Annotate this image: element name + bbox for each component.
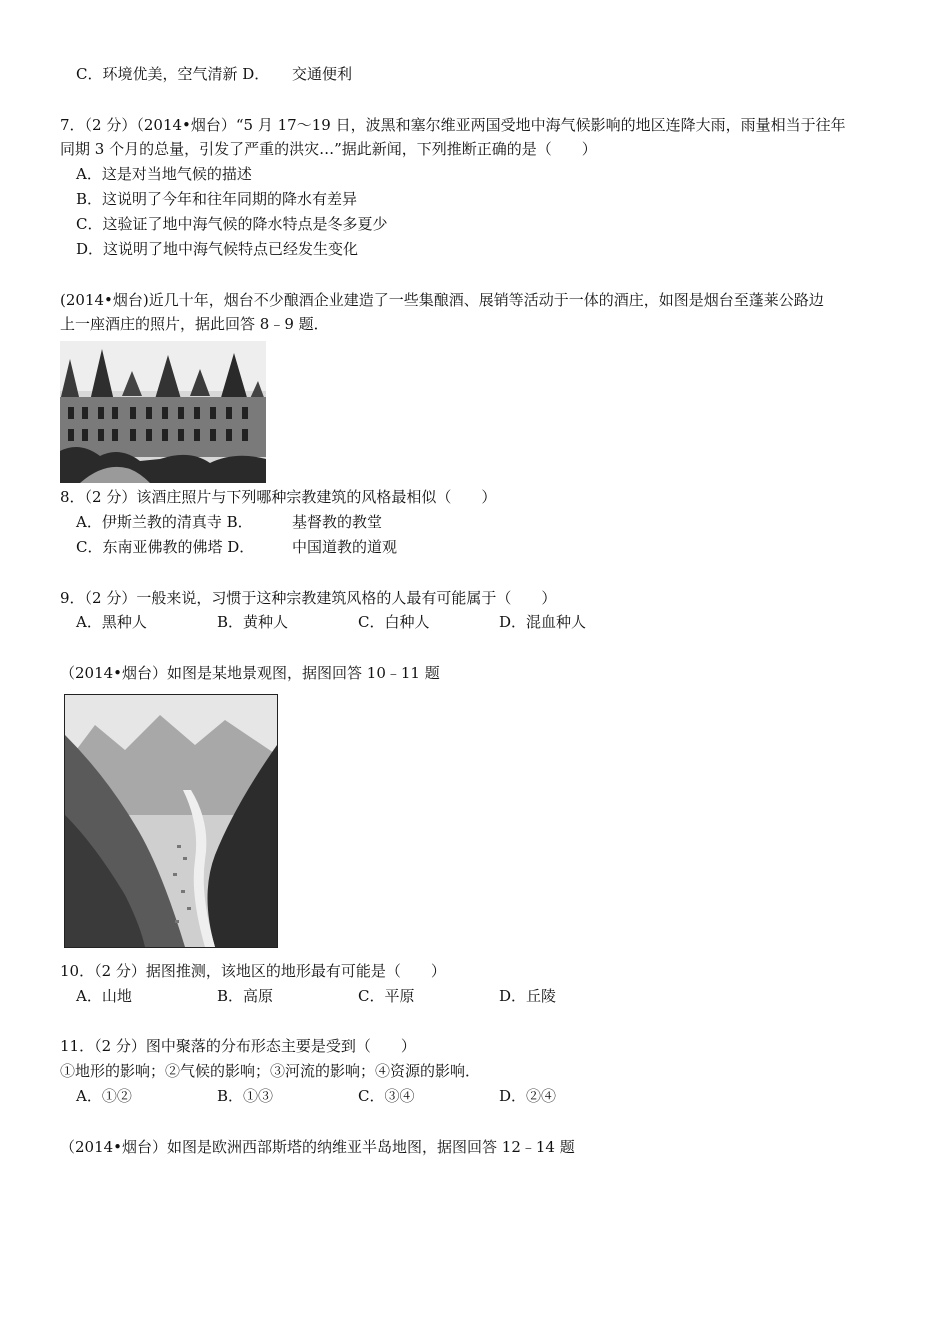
q11-option-d: D．②④ [499, 1087, 557, 1105]
intro-10-11: （2014•烟台）如图是某地景观图，据图回答 10﹣11 题 [60, 664, 440, 682]
q7-stem-line1: 7．（2 分）（2014•烟台）“5 月 17～19 日，波黑和塞尔维亚两国受地中海气候影响的地区连降大雨，雨量相当于往年 [60, 116, 846, 134]
q7-option-a: A．这是对当地气候的描述 [76, 165, 252, 183]
q7-option-c: C．这验证了地中海气候的降水特点是冬多夏少 [76, 215, 388, 233]
q7-stem-line2: 同期 3 个月的总量，引发了严重的洪灾…”据此新闻，下列推断正确的是（ ） [60, 140, 597, 158]
q6-option-c: C．环境优美，空气清新 D． [76, 65, 270, 83]
q9-option-c: C．白种人 [358, 613, 430, 631]
q8-stem: 8．（2 分）该酒庄照片与下列哪种宗教建筑的风格最相似（ ） [60, 488, 497, 506]
q10-option-b: B．高原 [217, 987, 274, 1005]
q10-stem: 10．（2 分）据图推测，该地区的地形最有可能是（ ） [60, 962, 446, 980]
chateau-photo [60, 341, 266, 483]
q11-statements: ①地形的影响；②气候的影响；③河流的影响；④资源的影响． [60, 1062, 481, 1080]
q11-option-c: C．③④ [358, 1087, 415, 1105]
q8-option-a: A．伊斯兰教的清真寺 B． [76, 513, 253, 531]
q11-option-a: A．①② [76, 1087, 132, 1105]
q11-stem: 11．（2 分）图中聚落的分布形态主要是受到（ ） [60, 1037, 416, 1055]
q10-option-a: A．山地 [76, 987, 132, 1005]
q9-stem: 9．（2 分）一般来说，习惯于这种宗教建筑风格的人最有可能属于（ ） [60, 589, 557, 607]
valley-landscape-photo [64, 694, 278, 948]
intro-12-14: （2014•烟台）如图是欧洲西部斯塔的纳维亚半岛地图，据图回答 12﹣14 题 [60, 1138, 575, 1156]
q9-option-a: A．黑种人 [76, 613, 147, 631]
q9-option-b: B．黄种人 [217, 613, 289, 631]
q8-option-c: C．东南亚佛教的佛塔 D． [76, 538, 255, 556]
q7-option-d: D．这说明了地中海气候特点已经发生变化 [76, 240, 359, 258]
intro-8-9-line2: 上一座酒庄的照片，据此回答 8﹣9 题． [60, 315, 329, 333]
q10-option-d: D．丘陵 [499, 987, 557, 1005]
q8-option-b: 基督教的教堂 [292, 513, 383, 531]
q8-option-d: 中国道教的道观 [292, 538, 398, 556]
q11-option-b: B．①③ [217, 1087, 274, 1105]
q10-option-c: C．平原 [358, 987, 415, 1005]
q7-option-b: B．这说明了今年和往年同期的降水有差异 [76, 190, 358, 208]
q6-option-d: 交通便利 [292, 65, 353, 83]
q9-option-d: D．混血种人 [499, 613, 587, 631]
intro-8-9-line1: (2014•烟台)近几十年，烟台不少酿酒企业建造了一些集酿酒、展销等活动于一体的酒庄，如图是烟台至蓬莱公路边 [60, 291, 824, 309]
